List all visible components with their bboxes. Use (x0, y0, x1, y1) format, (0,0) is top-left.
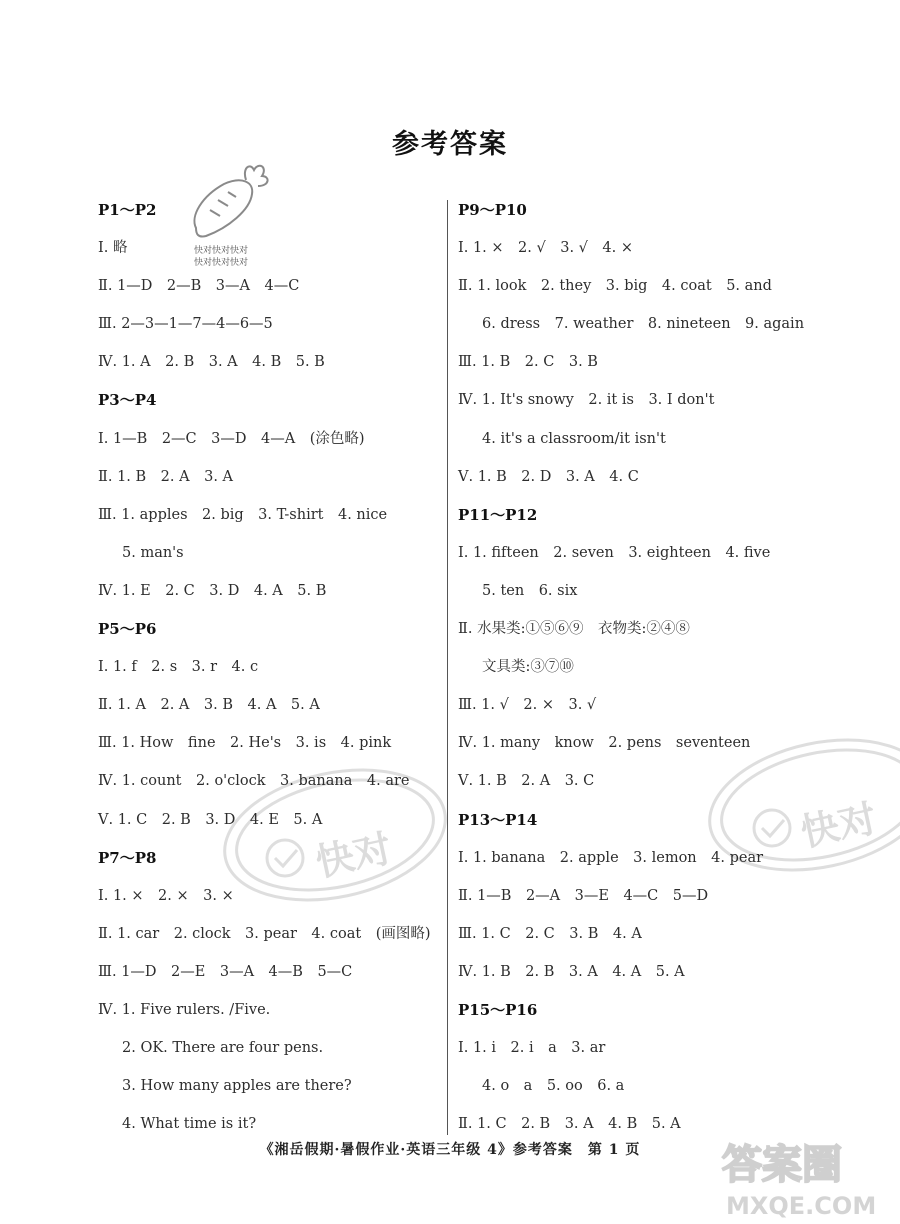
section-heading: P7～P8 (98, 848, 157, 867)
watermark-text: 快对 (796, 796, 881, 855)
page-title: 参考答案 (392, 129, 508, 160)
answer-line: Ⅲ. 1. How fine 2. He's 3. is 4. pink (98, 735, 392, 752)
answer-line: Ⅰ. 1. banana 2. apple 3. lemon 4. pear (458, 849, 764, 866)
answer-line: 4. What time is it? (122, 1116, 257, 1133)
answer-line: 文具类:③⑦⑩ (482, 659, 574, 676)
answer-line: Ⅰ. 1. i 2. i a 3. ar (458, 1040, 606, 1057)
answer-line: Ⅳ. 1. It's snowy 2. it is 3. I don't (458, 392, 715, 409)
answer-line: Ⅴ. 1. C 2. B 3. D 4. E 5. A (98, 811, 323, 828)
answer-line: 4. it's a classroom/it isn't (482, 430, 666, 447)
answer-line: Ⅳ. 1. many know 2. pens seventeen (458, 735, 751, 752)
answer-line: Ⅲ. 1. apples 2. big 3. T-shirt 4. nice (98, 506, 388, 523)
answer-line: Ⅲ. 2—3—1—7—4—6—5 (98, 316, 273, 333)
answer-line: Ⅰ. 1. fifteen 2. seven 3. eighteen 4. five (458, 544, 771, 561)
answer-line: Ⅱ. 1. C 2. B 3. A 4. B 5. A (458, 1116, 681, 1133)
site-logo-mark (700, 1130, 900, 1224)
answer-line: 4. o a 5. oo 6. a (482, 1078, 625, 1095)
section-heading: P5～P6 (98, 620, 157, 639)
logo-line-2: 快对快对快对 (194, 258, 249, 268)
answer-line: Ⅳ. 1. count 2. o'clock 3. banana 4. are (98, 773, 410, 790)
section-heading: P11～P12 (458, 505, 538, 524)
answer-line: Ⅲ. 1. B 2. C 3. B (458, 354, 598, 371)
answer-line: Ⅴ. 1. B 2. D 3. A 4. C (458, 468, 639, 485)
section-heading: P13～P14 (458, 810, 538, 829)
answer-line: Ⅲ. 1. √ 2. × 3. √ (458, 697, 597, 714)
site-logo-text: 答案圈 (722, 1142, 842, 1188)
answer-line: Ⅱ. 水果类:①⑤⑥⑨ 衣物类:②④⑧ (458, 621, 690, 638)
answer-line: 6. dress 7. weather 8. nineteen 9. again (482, 316, 805, 333)
answer-line: Ⅰ. 1. × 2. × 3. × (98, 887, 234, 904)
answer-line: Ⅰ. 1. × 2. √ 3. √ 4. × (458, 240, 633, 257)
answer-line: Ⅳ. 1. Five rulers. /Five. (98, 1001, 271, 1018)
column-divider (447, 200, 448, 1135)
page-footer: 《湘岳假期·暑假作业·英语三年级 4》参考答案 第 1 页 (259, 1142, 641, 1158)
answer-line: Ⅱ. 1—D 2—B 3—A 4—C (98, 278, 300, 295)
left-answer-column (98, 198, 438, 1150)
answer-line: Ⅳ. 1. B 2. B 3. A 4. A 5. A (458, 963, 685, 980)
site-domain-text: MXQE.COM (726, 1192, 877, 1220)
answer-line: Ⅰ. 略 (98, 240, 128, 257)
right-answer-column (458, 198, 888, 1150)
answer-line: Ⅲ. 1. C 2. C 3. B 4. A (458, 925, 642, 942)
answer-line: Ⅱ. 1. look 2. they 3. big 4. coat 5. and (458, 278, 772, 295)
section-heading: P15～P16 (458, 1000, 538, 1019)
answer-line: 5. ten 6. six (482, 582, 578, 599)
answer-line: Ⅱ. 1. B 2. A 3. A (98, 468, 234, 485)
section-heading: P9～P10 (458, 201, 527, 219)
answer-line: Ⅲ. 1—D 2—E 3—A 4—B 5—C (98, 963, 353, 980)
answer-line: Ⅰ. 1. f 2. s 3. r 4. c (98, 659, 259, 676)
section-heading: P3～P4 (98, 391, 157, 410)
answer-line: 2. OK. There are four pens. (122, 1040, 324, 1057)
section-heading: P1～P2 (98, 201, 157, 219)
logo-line-1: 快对快对快对 (194, 246, 249, 256)
watermark-text: 快对 (311, 826, 396, 885)
answer-line: Ⅱ. 1—B 2—A 3—E 4—C 5—D (458, 887, 709, 904)
answer-line: 5. man's (122, 544, 184, 561)
answer-line: 3. How many apples are there? (122, 1078, 352, 1095)
answer-line: Ⅰ. 1—B 2—C 3—D 4—A (涂色略) (98, 430, 365, 447)
answer-line: Ⅴ. 1. B 2. A 3. C (458, 773, 595, 790)
answer-line: Ⅳ. 1. A 2. B 3. A 4. B 5. B (98, 354, 325, 371)
answer-line: Ⅳ. 1. E 2. C 3. D 4. A 5. B (98, 582, 327, 599)
answer-line: Ⅱ. 1. A 2. A 3. B 4. A 5. A (98, 697, 320, 714)
answer-line: Ⅱ. 1. car 2. clock 3. pear 4. coat (画图略) (98, 925, 431, 942)
